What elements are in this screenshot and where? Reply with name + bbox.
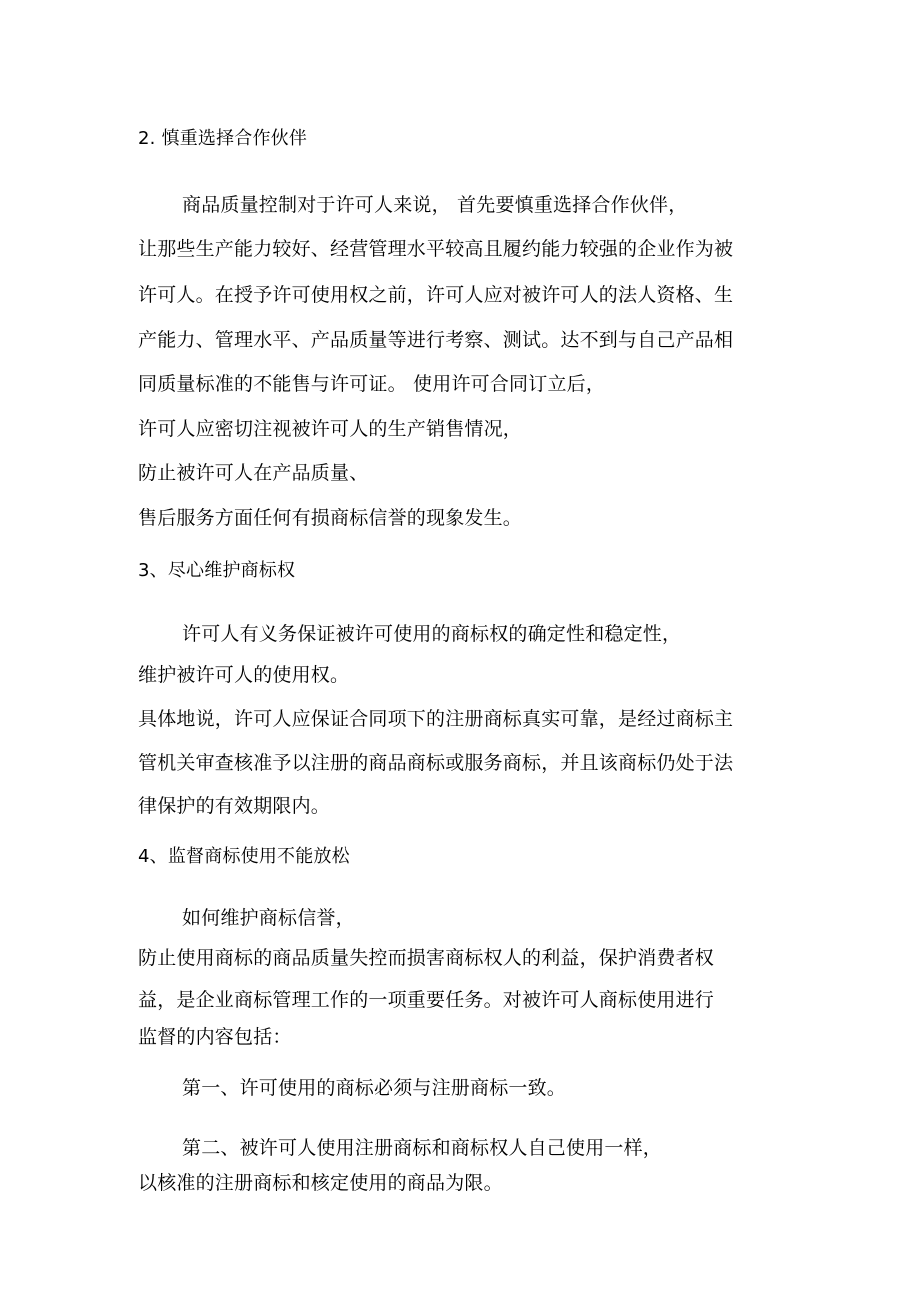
paragraph-line: 防止使用商标的商品质量失控而损害商标权人的利益，保护消费者权 — [138, 947, 715, 969]
paragraph-line: 同质量标准的不能售与许可证。 使用许可合同订立后， — [138, 373, 606, 395]
paragraph-line: 维护被许可人的使用权。 — [138, 664, 350, 686]
paragraph-line: 许可人应密切注视被许可人的生产销售情况， — [138, 418, 523, 440]
paragraph-line: 益，是企业商标管理工作的一项重要任务。对被许可人商标使用进行 — [138, 989, 715, 1011]
paragraph-line: 第二、被许可人使用注册商标和商标权人自己使用一样， — [182, 1137, 663, 1159]
paragraph-line: 具体地说，许可人应保证合同项下的注册商标真实可靠，是经过商标主 — [138, 708, 734, 730]
paragraph-line: 许可人有义务保证被许可使用的商标权的确定性和稳定性， — [182, 623, 682, 645]
paragraph-line: 产能力、管理水平、产品质量等进行考察、测试。达不到与自己产品相 — [138, 329, 734, 351]
paragraph-line: 以核准的注册商标和核定使用的商品为限。 — [138, 1172, 503, 1194]
section-heading-3: 3、尽心维护商标权 — [138, 560, 296, 581]
paragraph-line: 第一、许可使用的商标必须与注册商标一致。 — [182, 1077, 567, 1099]
section-heading-4: 4、监督商标使用不能放松 — [138, 846, 350, 867]
section-heading-2: 2. 慎重选择合作伙伴 — [138, 128, 308, 149]
paragraph-line: 让那些生产能力较好、经营管理水平较高且履约能力较强的企业作为被 — [138, 238, 734, 260]
paragraph-line: 防止被许可人在产品质量、 — [138, 462, 369, 484]
paragraph-line: 如何维护商标信誉， — [182, 907, 355, 929]
paragraph-line: 律保护的有效期限内。 — [138, 795, 331, 817]
paragraph-line: 商品质量控制对于许可人来说， 首先要慎重选择合作伙伴， — [182, 194, 688, 216]
paragraph-line: 监督的内容包括： — [138, 1026, 292, 1048]
paragraph-line: 许可人。在授予许可使用权之前，许可人应对被许可人的法人资格、生 — [138, 284, 734, 306]
paragraph-line: 管机关审查核准予以注册的商品商标或服务商标，并且该商标仍处于法 — [138, 752, 734, 774]
paragraph-line: 售后服务方面任何有损商标信誉的现象发生。 — [138, 507, 523, 529]
